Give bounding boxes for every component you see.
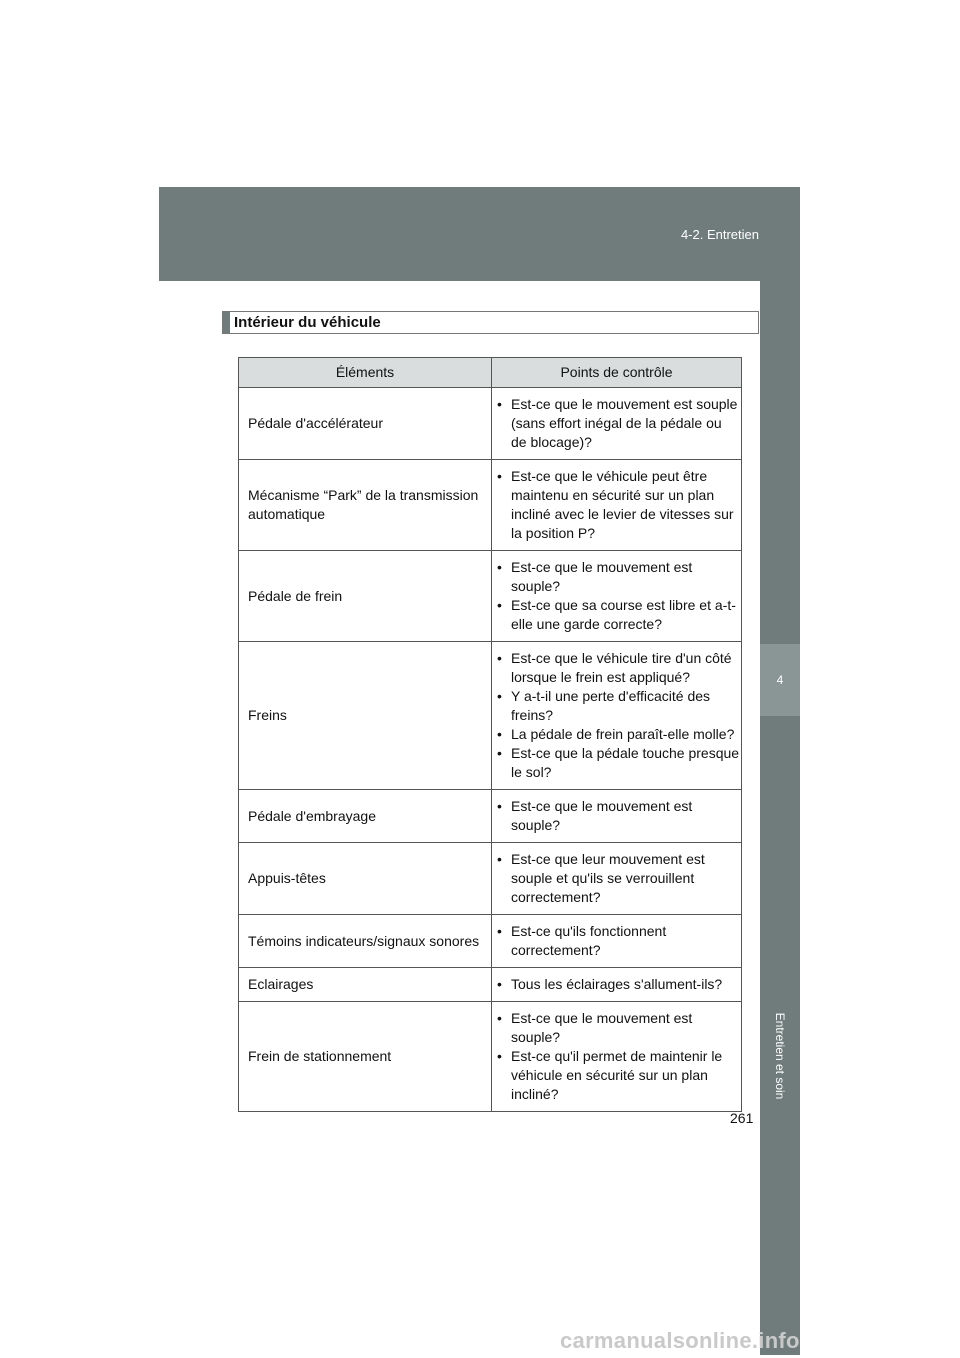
checkpoint-item: • Est-ce que leur mouvement est souple et qu'ils se verrouillent correctement? — [497, 850, 741, 907]
checkpoint-list — [497, 850, 741, 907]
row-checkpoints — [492, 968, 742, 1002]
chapter-title: Entretien et soin — [773, 1012, 787, 1100]
section-breadcrumb: 4-2. Entretien — [680, 227, 759, 242]
row-checkpoints — [492, 460, 742, 551]
row-checkpoints — [492, 843, 742, 915]
table-row — [239, 642, 742, 790]
checkpoint-item: • Tous les éclairages s'allument-ils? — [497, 975, 741, 994]
checkpoint-list — [497, 797, 741, 835]
checkpoint-list — [497, 922, 741, 960]
checkpoint-item: • Est-ce que la pédale touche presque le sol? — [497, 744, 741, 782]
checkpoint-list — [497, 395, 741, 452]
checkpoint-list — [497, 975, 741, 994]
checkpoint-item: • Est-ce qu'ils fonctionnent correctement? — [497, 922, 741, 960]
checkpoint-list — [497, 467, 741, 543]
checkpoint-item: • Est-ce que le mouvement est souple (sans effort inégal de la pédale ou de blocage)? — [497, 395, 741, 452]
checkpoint-item: • Est-ce que le véhicule tire d'un côté lorsque le frein est appliqué? — [497, 649, 741, 687]
row-item-label: Freins — [239, 642, 492, 790]
row-checkpoints — [492, 790, 742, 843]
row-item-label: Eclairages — [239, 968, 492, 1002]
checkpoint-item: • Est-ce que le mouvement est souple? — [497, 558, 741, 596]
checkpoint-item: • Est-ce que le mouvement est souple? — [497, 797, 741, 835]
table-row — [239, 460, 742, 551]
row-checkpoints — [492, 1002, 742, 1112]
checkpoint-item: • Est-ce qu'il permet de maintenir le véhicule en sécurité sur un plan incliné? — [497, 1047, 741, 1104]
checkpoint-item: • Est-ce que le mouvement est souple? — [497, 1009, 741, 1047]
row-item-label: Pédale d'accélérateur — [239, 388, 492, 460]
checkpoint-list — [497, 649, 741, 782]
column-header-checkpoints: Points de contrôle — [492, 358, 742, 388]
checkpoint-list — [497, 558, 741, 634]
section-title: Intérieur du véhicule — [234, 314, 381, 331]
table-header-row — [239, 358, 742, 388]
checkpoint-item: • La pédale de frein paraît-elle molle? — [497, 725, 741, 744]
table-row — [239, 843, 742, 915]
row-item-label: Témoins indicateurs/signaux sonores — [239, 915, 492, 968]
watermark: carmanualsonline.info — [560, 1328, 800, 1353]
row-checkpoints — [492, 551, 742, 642]
chapter-header-band — [159, 187, 800, 281]
section-heading — [222, 311, 759, 334]
column-header-items: Éléments — [239, 358, 492, 388]
chapter-side-tab — [760, 281, 800, 1355]
table-row — [239, 915, 742, 968]
table-row — [239, 1002, 742, 1112]
row-item-label: Pédale de frein — [239, 551, 492, 642]
table-row — [239, 790, 742, 843]
page-number: 261 — [730, 1110, 754, 1126]
table-body — [239, 388, 742, 1112]
row-checkpoints — [492, 915, 742, 968]
checkpoint-item: • Est-ce que le véhicule peut être maintenu en sécurité sur un plan incliné avec le levier de vitesses sur la position P? — [497, 467, 741, 543]
row-item-label: Mécanisme “Park” de la transmission automatique — [239, 460, 492, 551]
checkpoint-item: • Y a-t-il une perte d'efficacité des freins? — [497, 687, 741, 725]
table-row — [239, 551, 742, 642]
checkpoint-item: • Est-ce que sa course est libre et a-t-elle une garde correcte? — [497, 596, 741, 634]
row-checkpoints — [492, 388, 742, 460]
inspection-table — [238, 357, 742, 1112]
row-item-label: Frein de stationnement — [239, 1002, 492, 1112]
row-item-label: Pédale d'embrayage — [239, 790, 492, 843]
row-checkpoints — [492, 642, 742, 790]
table-row — [239, 968, 742, 1002]
table-row — [239, 388, 742, 460]
checkpoint-list — [497, 1009, 741, 1104]
section-heading-bar — [223, 312, 230, 333]
row-item-label: Appuis-têtes — [239, 843, 492, 915]
chapter-number: 4 — [760, 644, 800, 716]
